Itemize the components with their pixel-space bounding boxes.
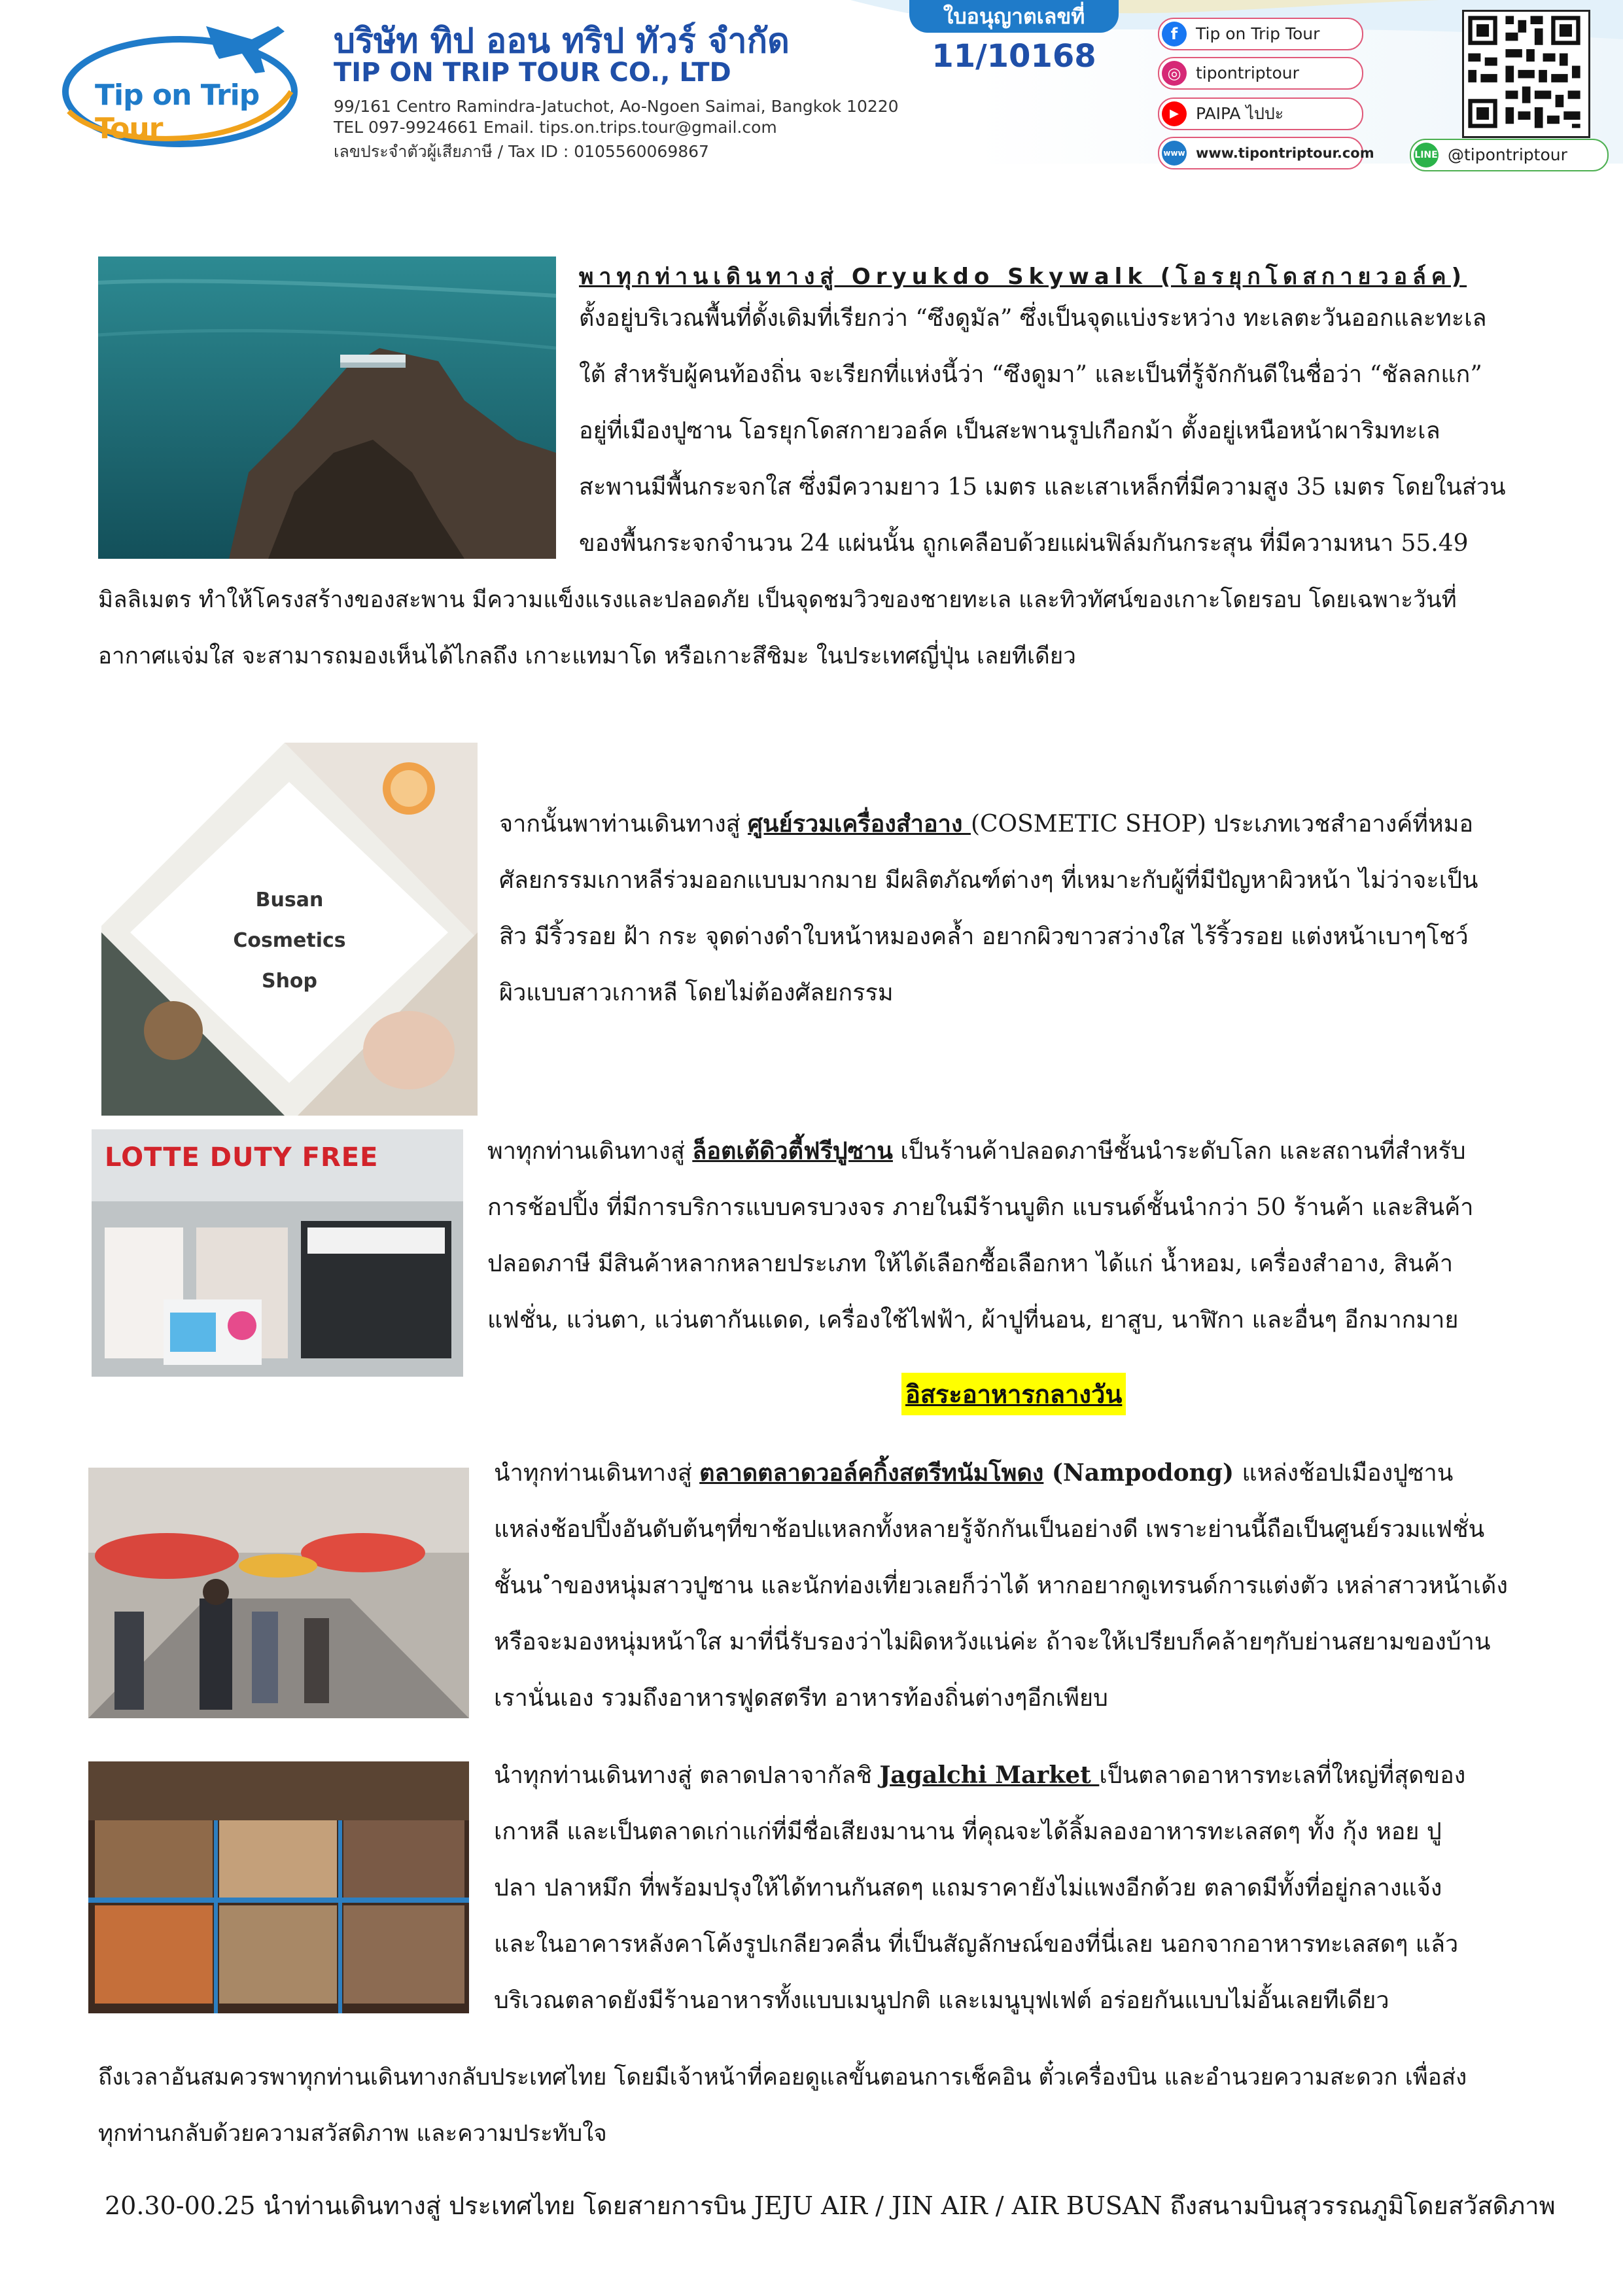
qr-code: [1462, 10, 1590, 138]
website-icon: www: [1162, 141, 1187, 166]
website-link[interactable]: www www.tipontriptour.com: [1158, 137, 1363, 169]
jagalchi-market-photo: [88, 1761, 469, 2013]
photo-label-busan: Busan: [255, 889, 324, 911]
facebook-icon: f: [1162, 22, 1187, 46]
lotte-duty-free-photo: [92, 1129, 463, 1377]
instagram-link[interactable]: ◎ tipontriptour: [1158, 57, 1363, 90]
cosmetic-description: จากนั้นพาท่านเดินทางสู่ ศูนย์รวมเครื่องสำอาง (COSMETIC SHOP) ประเภทเวชสำอางค์ที่หมอ ศัลยกรรมเกาหลีร่วมออกแบบมากมาย มีผลิตภัณฑ์ต่างๆ ที่เหมาะกับผู้ที่มีปัญหาผิวหน้า ไม่ว่าจะเป็น สิว มีริ้วรอย ฝ้า กระ จุดด่างดำใบหน้าหมองคล้ำ อยากผิวขาวสว่างใส ไร้ริ้วรอย แต่งหน้าเบาๆโชว์ ผิวแบบสาวเกาหลี โดยไม่ต้องศัลยกรรม: [499, 810, 1478, 1006]
free-lunch-notice: อิสระอาหารกลางวัน: [901, 1373, 1126, 1415]
line-app-icon: LINE: [1414, 143, 1439, 168]
lotte-duty-free-name: ล็อตเต้ดิวตี้ฟรีปูซาน: [692, 1137, 893, 1165]
company-name-english: TIP ON TRIP TOUR CO., LTD: [334, 58, 731, 88]
letterhead: [0, 0, 1623, 164]
return-flight-schedule: 20.30-00.25 นำท่านเดินทางสู่ ประเทศไทย โดยสายการบิน JEJU AIR / JIN AIR / AIR BUSAN ถึงสนามบินสุวรรณภูมิโดยสวัสดิภาพ: [105, 2191, 1556, 2220]
facebook-link[interactable]: f Tip on Trip Tour: [1158, 18, 1363, 50]
return-description: ถึงเวลาอันสมควรพาทุกท่านเดินทางกลับประเทศไทย โดยมีเจ้าหน้าที่คอยดูแลขั้นตอนการเช็คอิน ตั๋วเครื่องบิน และอำนวยความสะดวก เพื่อส่ง ทุกท่านกลับด้วยความสวัสดิภาพ และความประทับใจ: [98, 2064, 1467, 2147]
instagram-icon: ◎: [1162, 61, 1187, 86]
company-contact: TEL 097-9924661 Email. tips.on.trips.tour@gmail.com: [334, 118, 777, 137]
jagalchi-description: นำทุกท่านเดินทางสู่ ตลาดปลาจากัลชิ Jagalchi Market เป็นตลาดอาหารทะเลที่ใหญ่ที่สุดของ เกาหลี และเป็นตลาดเก่าแก่ที่มีชื่อเสียงมานาน ที่คุณจะได้ลิ้มลองอาหารทะเลสดๆ ทั้ง กุ้ง หอย ปู ปลา ปลาหมึก ที่พร้อมปรุงให้ได้ทานกันสดๆ แถมราคายังไม่แพงอีกด้วย ตลาดมีทั้งที่อยู่กลางแจ้ง และในอาคารหลังคาโค้งรูปเกลียวคลื่น ที่เป็นสัญลักษณ์ของที่นี่เลย นอกจากอาหารทะเลสดๆ แล้ว บริเวณตลาดยังมีร้านอาหารทั้งแบบเมนูปกติ และเมนูบุฟเฟต์ อร่อยกันแบบไม่อั้นเลยทีเดียว: [494, 1761, 1466, 2014]
photo-label-shop: Shop: [261, 970, 318, 993]
lotte-description: พาทุกท่านเดินทางสู่ ล็อตเต้ดิวตี้ฟรีปูซาน เป็นร้านค้าปลอดภาษีชั้นนำระดับโลก และสถานที่สำหรับ การช้อปปิ้ง ที่มีการบริการแบบครบวงจร ภายในมีร้านบูติก แบรนด์ชั้นนำกว่า 50 ร้านค้า และสินค้า ปลอดภาษี มีสินค้าหลากหลายประเภท ให้ได้เลือกซื้อเลือกหา ได้แก่ น้ำหอม, เครื่องสำอาง, สินค้า แฟชั่น, แว่นตา, แว่นตากันแดด, เครื่องใช้ไฟฟ้า, ผ้าปูที่นอน, ยาสูบ, นาฬิกา และอื่นๆ อีกมากมาย: [487, 1137, 1474, 1333]
license-label: ใบอนุญาตเลขที่: [909, 0, 1119, 33]
youtube-link[interactable]: ▶ PAIPA ไปปะ: [1158, 97, 1363, 130]
lotte-sign: LOTTE DUTY FREE: [105, 1142, 379, 1173]
company-logo: [56, 13, 304, 157]
cosmetics-shop-photo: [101, 743, 478, 1116]
skywalk-description: ตั้งอยู่บริเวณพื้นที่ดั้งเดิมที่เรียกว่า “ซึงดูมัล” ซึ่งเป็นจุดแบ่งระหว่าง ทะเลตะวันออกและทะเล ใต้ สำหรับผู้คนท้องถิ่น จะเรียกที่แห่งนี้ว่า “ซึงดูมา” และเป็นที่รู้จักกันดีในชื่อว่า “ชัลลกแก” อยู่ที่เมืองปูซาน โอรยุกโดสกายวอล์ค เป็นสะพานรูปเกือกม้า ตั้งอยู่เหนือหน้าผาริมทะเล สะพานมีพื้นกระจกใส ซึ่งมีความยาว 15 เมตร และเสาเหล็กที่มีความสูง 35 เมตร โดยในส่วน ของพื้นกระจกจำนวน 24 แผ่นนั้น ถูกเคลือบด้วยแผ่นฟิล์มกันกระสุน ที่มีความหนา 55.49: [579, 305, 1506, 557]
jagalchi-market-name: Jagalchi Market: [879, 1761, 1100, 1789]
logo-wordmark: Tip on Trip Tour: [95, 79, 260, 145]
skywalk-title: พาทุกท่านเดินทางสู่ Oryukdo Skywalk (โอรยุกโดสกายวอล์ค): [579, 264, 1467, 290]
license-number: 11/10168: [932, 38, 1096, 75]
line-id-link[interactable]: LINE @tipontriptour: [1410, 139, 1609, 171]
nampodong-street-photo: [88, 1468, 469, 1718]
cosmetic-shop-name: ศูนย์รวมเครื่องสำอาง: [748, 810, 971, 838]
youtube-icon: ▶: [1162, 101, 1187, 126]
photo-label-cosmetics: Cosmetics: [233, 929, 346, 952]
skywalk-photo: [98, 256, 556, 559]
skywalk-description-cont: มิลลิเมตร ทำให้โครงสร้างของสะพาน มีความแข็งแรงและปลอดภัย เป็นจุดชมวิวของชายทะเล และทิวทัศน์ของเกาะโดยรอบ โดยเฉพาะวันที่ อากาศแจ่มใส จะสามารถมองเห็นได้ไกลถึง เกาะแทมาโด หรือเกาะสึชิมะ ในประเทศญี่ปุ่น เลยทีเดียว: [98, 587, 1457, 669]
company-tax-id: เลขประจำตัวผู้เสียภาษี / Tax ID : 0105560069867: [334, 142, 709, 161]
nampodong-market-name: ตลาดตลาดวอล์คกิ้งสตรีทนัมโพดง: [699, 1459, 1044, 1487]
qr-code-icon: [1464, 12, 1584, 132]
company-address: 99/161 Centro Ramindra-Jatuchot, Ao-Ngoen Saimai, Bangkok 10220: [334, 97, 899, 116]
company-name-thai: บริษัท ทิป ออน ทริป ทัวร์ จำกัด: [334, 22, 790, 61]
nampodong-description: นำทุกท่านเดินทางสู่ ตลาดตลาดวอล์คกิ้งสตรีทนัมโพดง (Nampodong) แหล่งช้อปเมืองปูซาน แหล่งช้อปปิ้งอันดับต้นๆที่ขาช้อปแหลกทั้งหลายรู้จักกันเป็นอย่างดี เพราะย่านนี้ถือเป็นศูนย์รวมแฟชั่น ชั้นน ำของหนุ่มสาวปูซาน และนักท่องเที่ยวเลยก็ว่าได้ หากอยากดูเทรนด์การแต่งตัว เหล่าสาวหน้าเด้ง หรือจะมองหนุ่มหน้าใส มาที่นี่รับรองว่าไม่ผิดหวังแน่ค่ะ ถ้าจะให้เปรียบก็คล้ายๆกับย่านสยามของบ้าน เรานั่นเอง รวมถึงอาหารฟูดสตรีท อาหารท้องถิ่นต่างๆอีกเพียบ: [494, 1459, 1509, 1712]
